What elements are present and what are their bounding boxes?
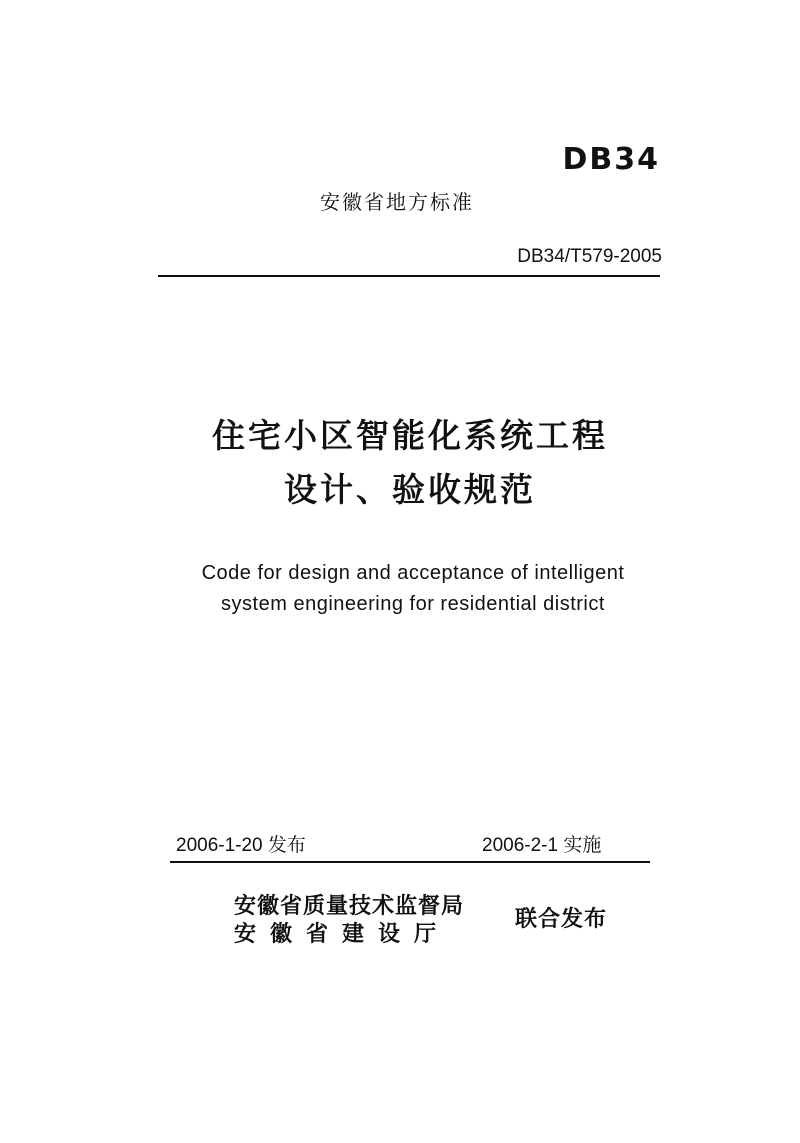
- standard-code: DB34: [562, 142, 660, 177]
- chinese-title-line-2: 设计、验收规范: [284, 470, 536, 509]
- standard-number: DB34/T579-2005: [517, 246, 662, 267]
- publisher-quality-bureau: 安徽省质量技术监督局: [234, 894, 465, 919]
- publisher-construction-dept: 安徽省建设厅: [234, 922, 451, 947]
- issue-date: 2006-1-20 发布: [176, 835, 306, 856]
- bottom-divider: [170, 861, 650, 863]
- joint-publish-label: 联合发布: [515, 907, 608, 932]
- top-divider: [158, 275, 660, 277]
- chinese-title-line-1: 住宅小区智能化系统工程: [212, 416, 608, 455]
- effective-date: 2006-2-1 实施: [482, 835, 602, 856]
- english-title-line-2: system engineering for residential district: [221, 593, 605, 615]
- standard-category: 安徽省地方标准: [320, 190, 474, 214]
- english-title-line-1: Code for design and acceptance of intelligent: [201, 562, 625, 584]
